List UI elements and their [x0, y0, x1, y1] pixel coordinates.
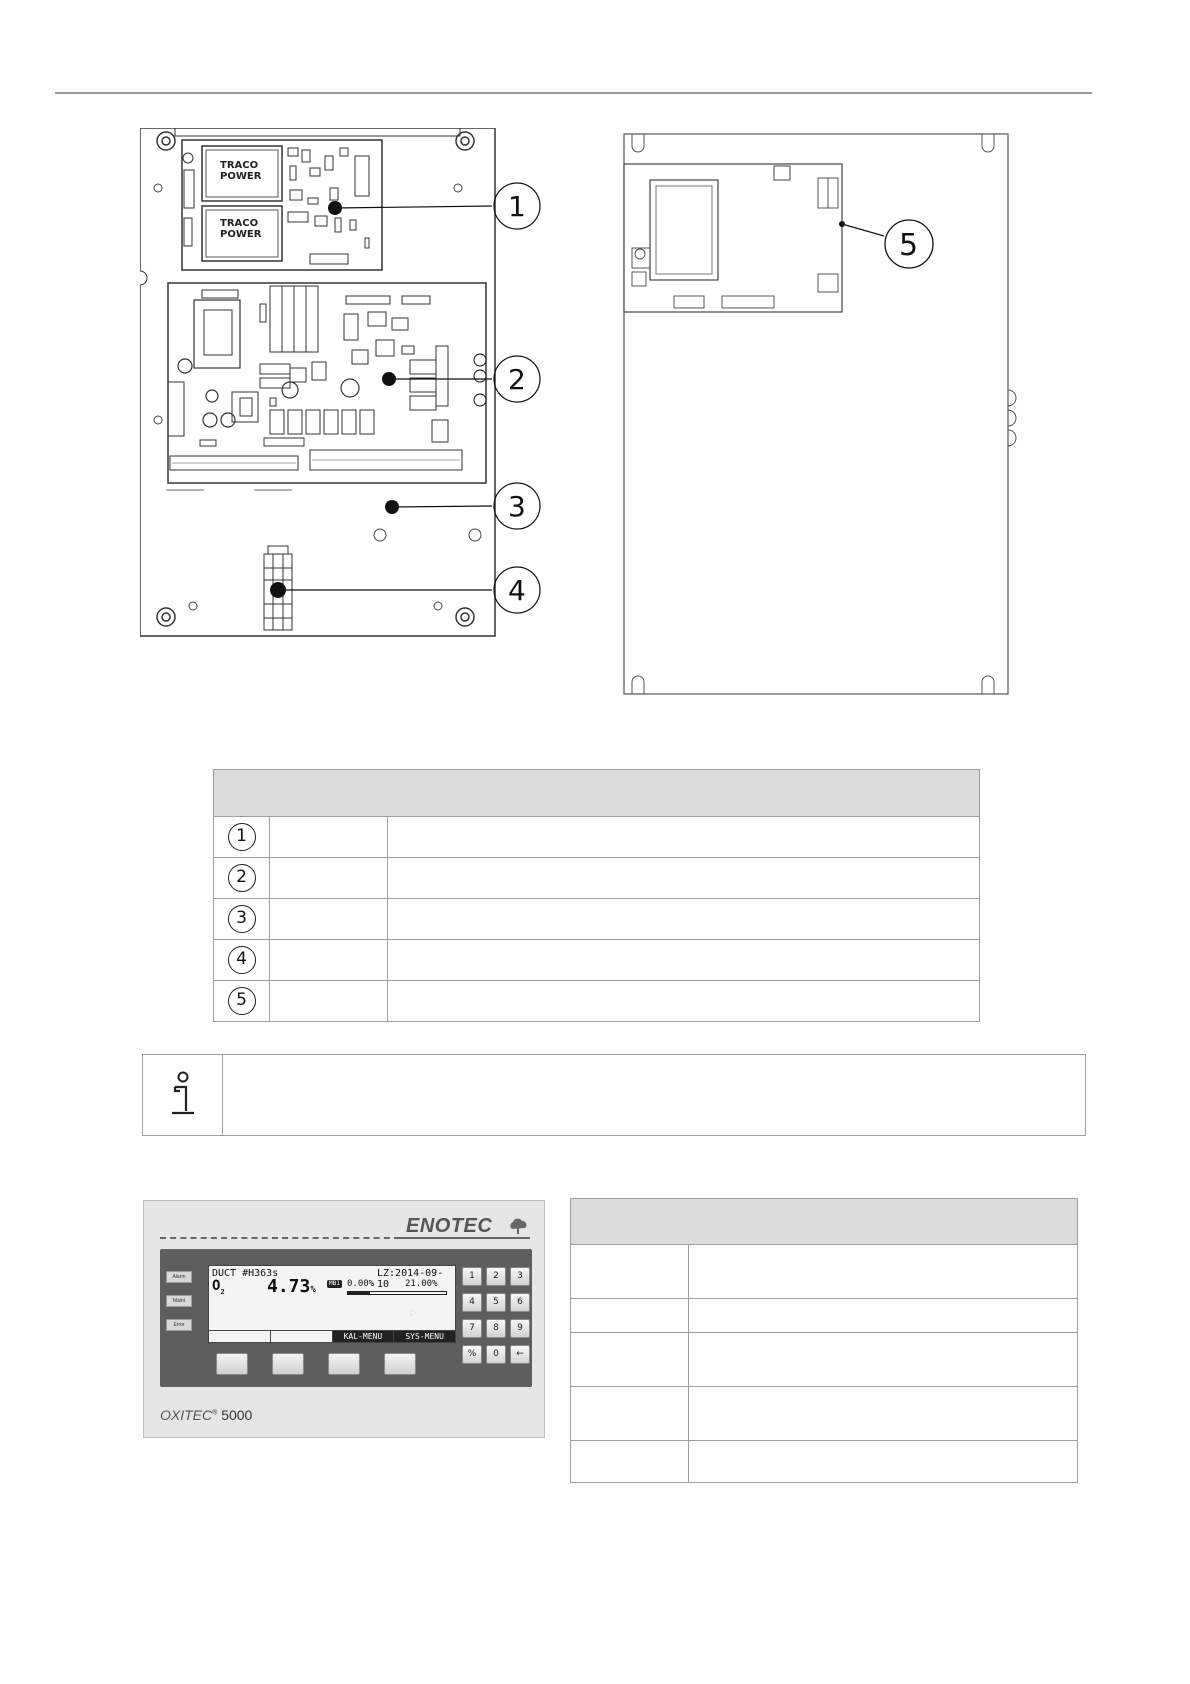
lcd-range-low: 0.00%: [347, 1279, 375, 1289]
pointer-icon: ▷: [410, 1307, 417, 1317]
callout-3: 3: [508, 490, 526, 523]
table-row: [214, 940, 980, 981]
maint-indicator: Maint: [166, 1295, 192, 1307]
table-row: [214, 817, 980, 858]
info-note: [142, 1054, 1086, 1136]
softkey-label-kal: KAL-MENU: [333, 1330, 395, 1342]
display-bezel: [160, 1249, 532, 1387]
key-4[interactable]: 4: [462, 1293, 482, 1312]
key-7[interactable]: 7: [462, 1319, 482, 1338]
header-rule: [55, 92, 1092, 94]
lcd-bargraph: [347, 1291, 447, 1295]
function-button-2[interactable]: [272, 1353, 304, 1375]
callout-4: 4: [508, 574, 526, 607]
table-row: [571, 1299, 1078, 1333]
panel-dash-line: [160, 1237, 400, 1239]
key-0[interactable]: 0: [486, 1345, 506, 1364]
table-row: [571, 1441, 1078, 1483]
table-row: [214, 899, 980, 940]
callout-5: 5: [899, 228, 919, 263]
row-number: 5: [228, 987, 256, 1015]
table-row: [571, 1245, 1078, 1299]
key-9[interactable]: 9: [510, 1319, 530, 1338]
function-button-4[interactable]: [384, 1353, 416, 1375]
svg-text:POWER: POWER: [220, 229, 262, 240]
housing-cover-figure: [622, 122, 1022, 702]
callout-2: 2: [508, 363, 526, 396]
table-row: [571, 1333, 1078, 1387]
row-number: 4: [228, 946, 256, 974]
key-3[interactable]: 3: [510, 1267, 530, 1286]
lcd-value: 4.73%: [267, 1276, 316, 1297]
row-number: 2: [228, 864, 256, 892]
lcd-channel: DUCT #H363s: [212, 1268, 279, 1279]
softkey-label-1: [209, 1330, 271, 1342]
function-button-3[interactable]: [328, 1353, 360, 1375]
table-row: [214, 858, 980, 899]
operating-elements-table: [570, 1198, 1078, 1483]
row-number: 3: [228, 905, 256, 933]
component-table: [213, 769, 980, 1022]
brand-logo: ENOTEC: [406, 1215, 493, 1237]
key-1[interactable]: 1: [462, 1267, 482, 1286]
lcd-range-high: 21.00%: [405, 1279, 438, 1289]
info-icon-cell: [143, 1055, 223, 1135]
lcd-bargraph-fill: [348, 1292, 370, 1294]
key-percent[interactable]: %: [462, 1345, 482, 1364]
key-6[interactable]: 6: [510, 1293, 530, 1312]
lcd-screen: [208, 1265, 456, 1343]
key-2[interactable]: 2: [486, 1267, 506, 1286]
svg-text:POWER: POWER: [220, 171, 262, 182]
lcd-date: LZ:2014-09-10: [377, 1268, 444, 1290]
softkey-label-sys: SYS-MENU: [394, 1330, 455, 1342]
lcd-gas: $O_2$: [212, 1278, 225, 1296]
alarm-indicator: Alarm: [166, 1271, 192, 1283]
lcd-softkey-row: [209, 1330, 455, 1342]
analyzer-display-panel: [143, 1200, 545, 1438]
component-table-header: [214, 770, 980, 817]
lcd-badge: MB1: [329, 1280, 340, 1287]
operating-table-header: [571, 1199, 1078, 1245]
key-5[interactable]: 5: [486, 1293, 506, 1312]
function-button-1[interactable]: [216, 1353, 248, 1375]
model-name: OXITEC® 5000: [160, 1407, 253, 1423]
info-icon: [166, 1071, 200, 1119]
housing-front-figure: [140, 128, 600, 688]
row-number: 1: [228, 823, 256, 851]
table-row: [571, 1387, 1078, 1441]
tree-logo-icon: [508, 1217, 528, 1235]
key-8[interactable]: 8: [486, 1319, 506, 1338]
key-backspace[interactable]: ←: [510, 1345, 530, 1364]
softkey-label-2: [271, 1330, 333, 1342]
table-row: [214, 981, 980, 1022]
info-text: [223, 1055, 1085, 1135]
callout-1: 1: [508, 190, 526, 223]
traco-label-1: TRACO: [220, 160, 259, 171]
error-indicator: Error: [166, 1319, 192, 1331]
traco-label-2: TRACO: [220, 218, 259, 229]
